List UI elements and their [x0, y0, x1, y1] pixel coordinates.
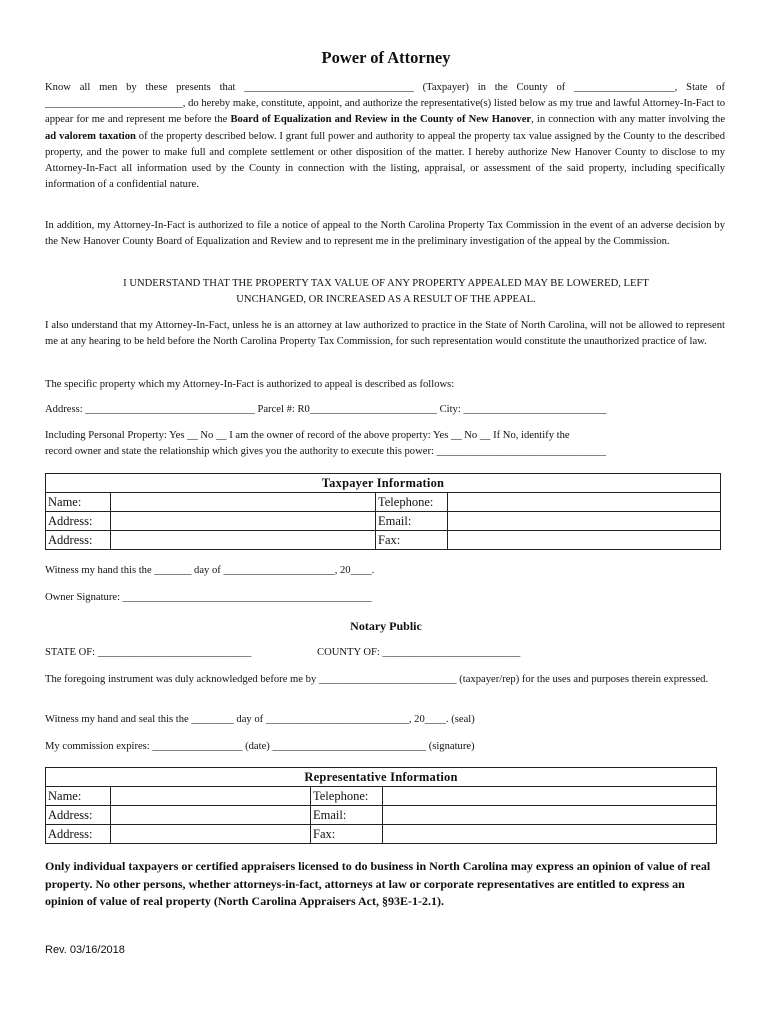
understand-caps-line-1: I UNDERSTAND THAT THE PROPERTY TAX VALUE OF ANY PROPERTY APPEALED MAY BE LOWERED, LEFT: [123, 278, 649, 289]
intro-text-1: Know all men by these presents that ________________________________ (Taxpayer) in the County of ___________________, State of __________________________, do hereby make, constitute, appoint, and authorize the representative(s) listed below as my true and lawful Attorney-In-Fact to appear for me and represent me before the: [45, 82, 725, 126]
personal-property-line-2[interactable]: record owner and state the relationship which gives you the authority to execute this power: ________________________________: [45, 446, 607, 457]
notary-witness-seal-line[interactable]: Witness my hand and seal this the ________ day of ___________________________, 20____. (seal): [45, 714, 475, 725]
rep-address-2-label: Address:: [46, 825, 111, 844]
rep-fax-field[interactable]: [383, 825, 717, 844]
owner-signature-line[interactable]: Owner Signature: _______________________________________________: [45, 592, 372, 603]
revision-date: Rev. 03/16/2018: [45, 944, 125, 956]
taxpayer-address-label: Address:: [46, 512, 111, 531]
attorney-paragraph: I also understand that my Attorney-In-Fact, unless he is an attorney at law authorized to practice in the State of North Carolina, will not be allowed to represent me at any hearing to be held before the North Carolina Property Tax Commission, for such representation would constitute the unauthorized practice of law.: [45, 320, 725, 348]
intro-text-2: , in connection with any matter involving the: [531, 114, 726, 126]
rep-address-label: Address:: [46, 806, 111, 825]
taxpayer-name-field[interactable]: [111, 493, 376, 512]
taxpayer-telephone-label: Telephone:: [376, 493, 448, 512]
witness-hand-line[interactable]: Witness my hand this the _______ day of _____________________, 20____.: [45, 565, 375, 576]
rep-telephone-label: Telephone:: [311, 787, 383, 806]
intro-bold-board: Board of Equalization and Review in the County of New Hanover: [230, 114, 532, 126]
rep-name-field[interactable]: [111, 787, 311, 806]
taxpayer-address-2-label: Address:: [46, 531, 111, 550]
understand-caps-line-2: UNCHANGED, OR INCREASED AS A RESULT OF THE APPEAL.: [236, 294, 536, 305]
rep-name-label: Name:: [46, 787, 111, 806]
intro-paragraph: [45, 80, 725, 193]
rep-address-field[interactable]: [111, 806, 311, 825]
taxpayer-info-table: [45, 473, 721, 550]
rep-email-field[interactable]: [383, 806, 717, 825]
notary-county-line[interactable]: COUNTY OF: __________________________: [317, 647, 521, 658]
appeal-paragraph: In addition, my Attorney-In-Fact is authorized to file a notice of appeal to the North Carolina Property Tax Commission in the event of an adverse decision by the New Hanover County Board of Equalization and Review and to represent me in the preliminary investigation of the appeal by the Commission.: [45, 220, 725, 248]
rep-email-label: Email:: [311, 806, 383, 825]
notary-heading: Notary Public: [350, 619, 422, 633]
notary-commission-line[interactable]: My commission expires: _________________ (date) _____________________________ (signature): [45, 741, 475, 752]
address-parcel-city-line[interactable]: Address: ________________________________ Parcel #: R0________________________ City: ___________________________: [45, 404, 607, 415]
taxpayer-address-field[interactable]: [111, 512, 376, 531]
taxpayer-email-label: Email:: [376, 512, 448, 531]
taxpayer-email-field[interactable]: [448, 512, 721, 531]
intro-text-3: of the property described below. I grant full power and authority to appeal the property tax value assigned by the County to the described property, and the power to make full and complete settlement or other disposition of the matter. I hereby authorize New Hanover County to disclose to my Attorney-In-Fact all information used by the County in connection with the listing, appraisal, or assessment of the said property, including specifically information of a confidential nature.: [45, 130, 725, 191]
document-title: Power of Attorney: [321, 48, 451, 67]
notary-state-line[interactable]: STATE OF: _____________________________: [45, 647, 252, 658]
taxpayer-fax-label: Fax:: [376, 531, 448, 550]
representative-info-table: [45, 767, 717, 844]
representative-info-header: Representative Information: [46, 768, 717, 787]
appraisers-notice: Only individual taxpayers or certified appraisers licensed to do business in North Carolina may express an opinion of value of real property. No other persons, whether attorneys-in-fact, attorneys at law or corporate representatives are entitled to express an opinion of value of real property (North Carolina Appraisers Act, §93E-1-2.1).: [45, 859, 711, 908]
taxpayer-fax-field[interactable]: [448, 531, 721, 550]
intro-bold-taxation: ad valorem taxation: [45, 130, 136, 142]
taxpayer-name-label: Name:: [46, 493, 111, 512]
taxpayer-address-2-field[interactable]: [111, 531, 376, 550]
rep-fax-label: Fax:: [311, 825, 383, 844]
notary-acknowledgement[interactable]: The foregoing instrument was duly acknowledged before me by __________________________ (taxpayer/rep) for the uses and purposes therein expressed.: [45, 674, 709, 685]
taxpayer-info-header: Taxpayer Information: [46, 474, 721, 493]
rep-telephone-field[interactable]: [383, 787, 717, 806]
taxpayer-telephone-field[interactable]: [448, 493, 721, 512]
personal-property-line-1[interactable]: Including Personal Property: Yes __ No __ I am the owner of record of the above property: Yes __ No __ If No, identify the: [45, 430, 570, 441]
rep-address-2-field[interactable]: [111, 825, 311, 844]
property-intro: The specific property which my Attorney-In-Fact is authorized to appeal is described as follows:: [45, 379, 455, 390]
